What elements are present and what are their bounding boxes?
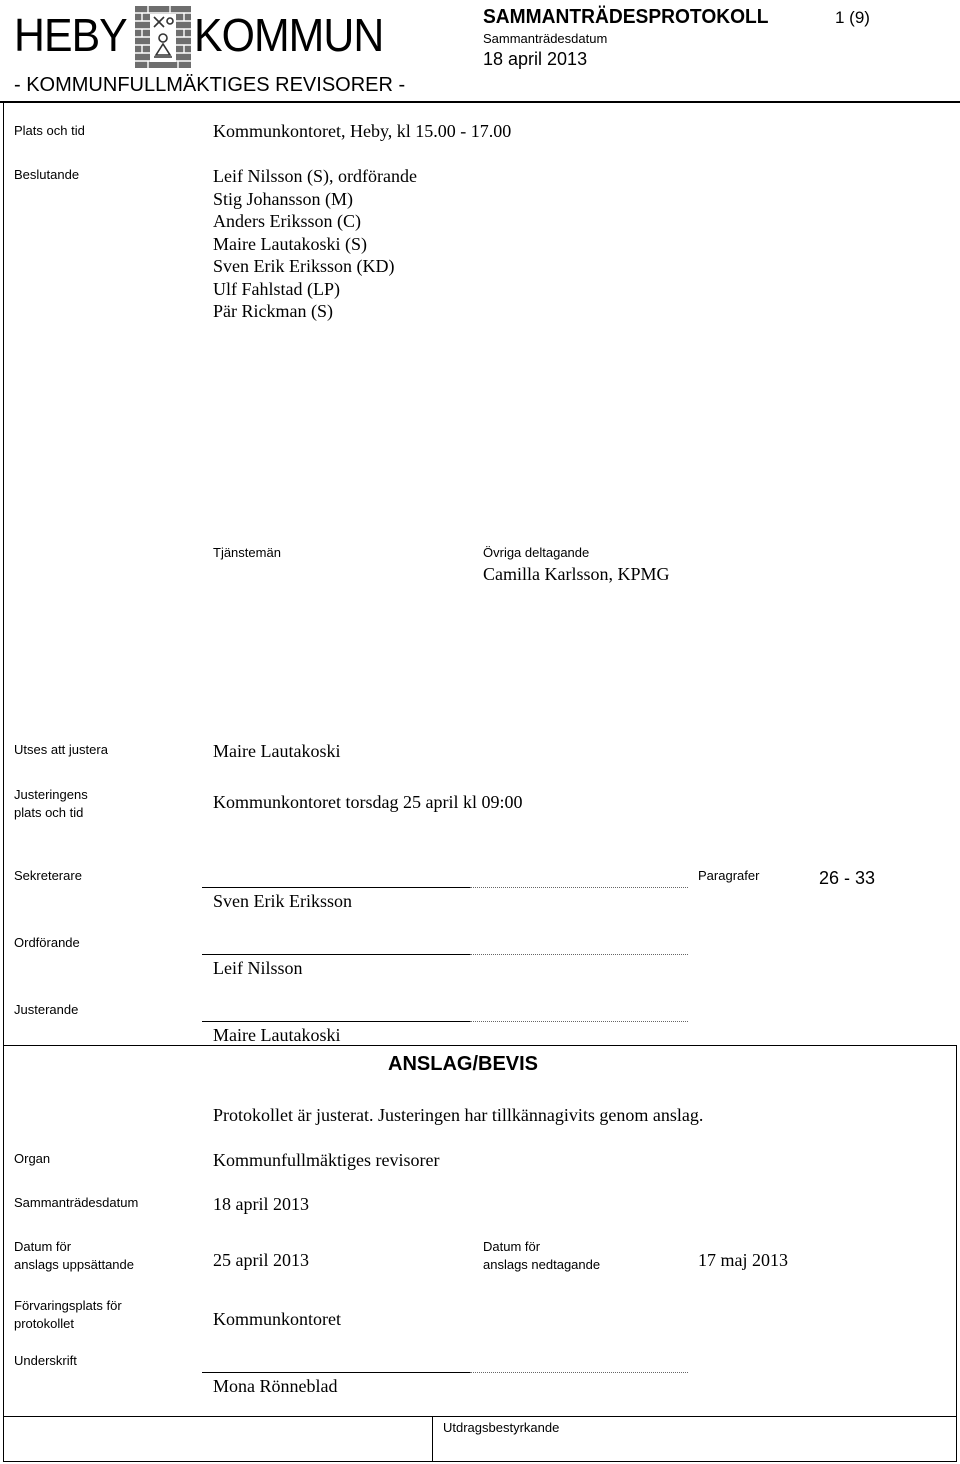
appointed-adjuster-value: Maire Lautakoski [213, 741, 341, 761]
signature-label: Underskrift [14, 1353, 77, 1368]
member-item: Pär Rickman (S) [213, 301, 333, 321]
place-time-value: Kommunkontoret, Heby, kl 15.00 - 17.00 [213, 121, 512, 141]
others-value: Camilla Karlsson, KPMG [483, 564, 670, 584]
municipal-coat-of-arms-icon [134, 5, 192, 69]
signature-name: Mona Rönneblad [213, 1376, 338, 1396]
posted-date-label: Datum för anslags uppsättande [14, 1239, 134, 1272]
notice-signature-line [202, 1372, 470, 1373]
member-item: Anders Eriksson (C) [213, 211, 361, 231]
adjuster-label: Justerande [14, 1002, 79, 1017]
paragraphs-label: Paragrafer [698, 868, 760, 883]
left-border [3, 102, 4, 1462]
posted-date-value: 25 april 2013 [213, 1250, 309, 1270]
others-label: Övriga deltagande [483, 545, 590, 560]
chair-label: Ordförande [14, 935, 80, 950]
header-rule [0, 101, 960, 103]
storage-place-label: Förvaringsplats för protokollet [14, 1298, 122, 1331]
chair-name: Leif Nilsson [213, 958, 303, 978]
notice-title: ANSLAG/BEVIS [388, 1053, 539, 1075]
member-item: Maire Lautakoski (S) [213, 233, 367, 254]
meeting-date-label: Sammanträdesdatum [14, 1195, 139, 1210]
removed-date-label: Datum för anslags nedtagande [483, 1239, 601, 1272]
member-item: Leif Nilsson (S), ordförande [213, 166, 417, 186]
notice-statement: Protokollet är justerat. Justeringen har tillkännagivits genom anslag. [213, 1105, 704, 1125]
bottom-border [3, 1461, 957, 1462]
officials-label: Tjänstemän [213, 545, 281, 560]
header-date-value: 18 april 2013 [483, 49, 588, 69]
notice-section-rule [3, 1045, 957, 1046]
secretary-label: Sekreterare [14, 868, 82, 883]
organ-value: Kommunfullmäktiges revisorer [213, 1150, 440, 1170]
adjuster-signature-line [202, 1021, 470, 1022]
deciding-label: Beslutande [14, 167, 80, 182]
secretary-name: Sven Erik Eriksson [213, 891, 352, 911]
meeting-date-value: 18 april 2013 [213, 1194, 309, 1214]
logo-heby-text: HEBY [14, 9, 127, 61]
removed-date-value: 17 maj 2013 [698, 1250, 788, 1270]
right-border [956, 1045, 957, 1462]
member-item: Sven Erik Eriksson (KD) [213, 256, 395, 276]
member-item: Stig Johansson (M) [213, 188, 354, 209]
secretary-signature-line [202, 887, 470, 888]
deciding-members-list [213, 165, 417, 323]
adjuster-name: Maire Lautakoski [213, 1025, 341, 1045]
paragraphs-value: 26 - 33 [819, 868, 876, 888]
document-type-title: SAMMANTRÄDESPROTOKOLL [483, 6, 769, 28]
adjustment-place-value: Kommunkontoret torsdag 25 april kl 09:00 [213, 792, 523, 812]
organ-label: Organ [14, 1151, 51, 1166]
adjustment-place-label: Justeringens plats och tid [14, 787, 88, 820]
org-subtitle: - KOMMUNFULLMÄKTIGES REVISORER - [14, 74, 406, 96]
page-number: 1 (9) [835, 8, 870, 27]
extract-box-divider [432, 1416, 433, 1461]
logo-kommun-text: KOMMUN [194, 9, 384, 61]
extract-label: Utdragsbestyrkande [443, 1420, 560, 1435]
extract-box-top [3, 1416, 957, 1417]
storage-place-value: Kommunkontoret [213, 1309, 341, 1329]
appointed-adjuster-label: Utses att justera [14, 742, 108, 757]
member-item: Ulf Fahlstad (LP) [213, 278, 340, 299]
chair-signature-line [202, 954, 470, 955]
place-time-label: Plats och tid [14, 123, 85, 138]
header-date-label: Sammanträdesdatum [483, 31, 608, 46]
